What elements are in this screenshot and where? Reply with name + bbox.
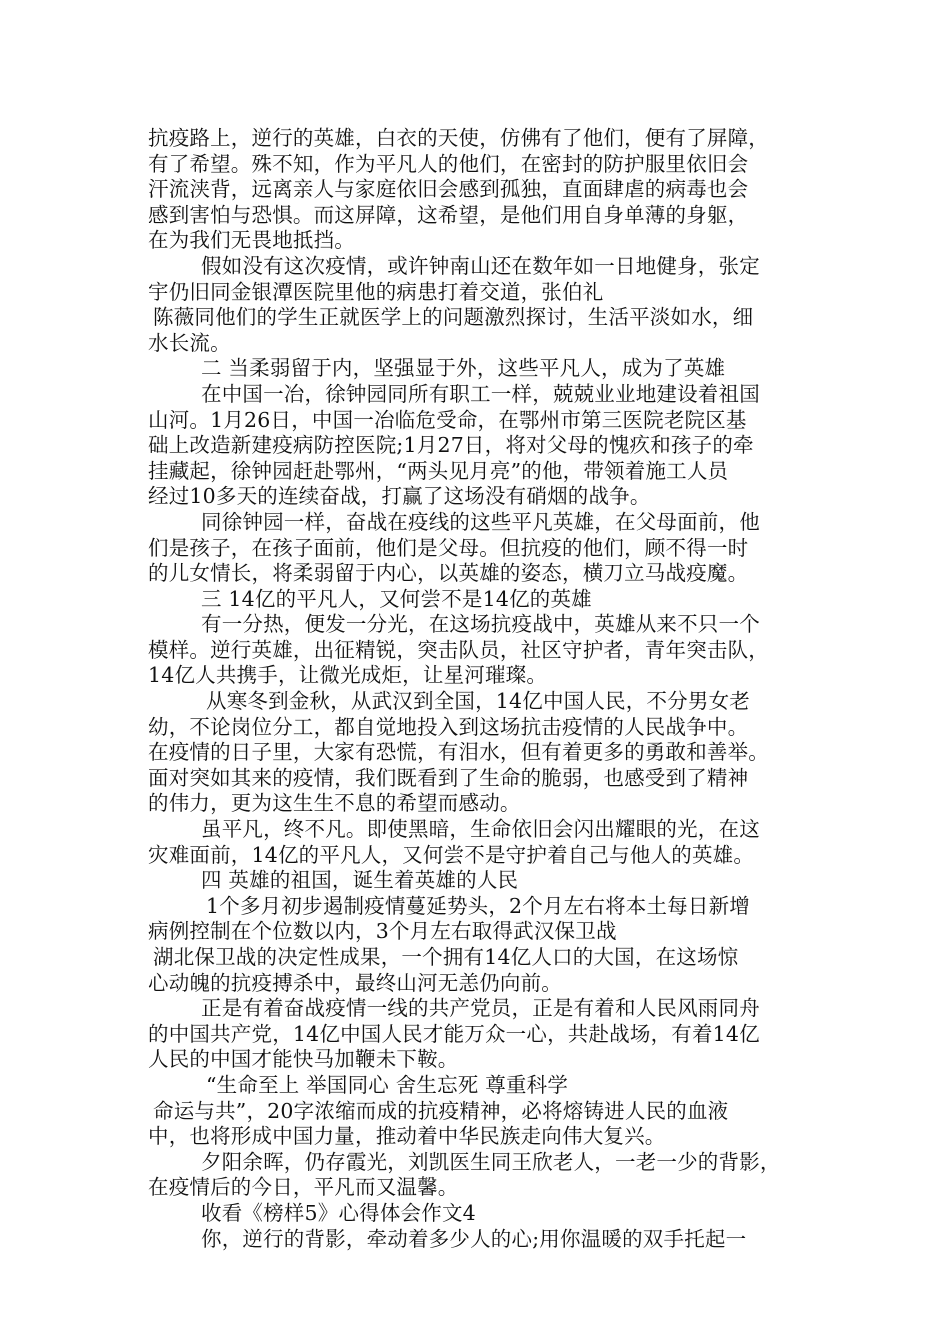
text-line: 汗流浃背，远离亲人与家庭依旧会感到孤独，直面肆虐的病毒也会 [148,177,749,202]
text-line: 山河。1月26日，中国一冶临危受命，在鄂州市第三医院老院区基 [148,407,747,432]
text-line: 抗疫路上，逆行的英雄，白衣的天使，仿佛有了他们，便有了屏障， [148,126,769,150]
document-body [148,126,828,1252]
text-line: 四 英雄的祖国，诞生着英雄的人民 [201,868,519,893]
text-line: 你，逆行的背影，牵动着多少人的心;用你温暖的双手托起一 [201,1226,747,1251]
text-line: 湖北保卫战的决定性成果，一个拥有14亿人口的大国，在这场惊 [153,945,739,969]
text-line: 灾难面前，14亿的平凡人，又何尝不是守护着自己与他人的英雄。 [148,842,755,867]
text-line: 心动魄的抗疫搏杀中，最终山河无恙仍向前。 [148,970,562,995]
text-line: 假如没有这次疫情，或许钟南山还在数年如一日地健身，张定 [201,253,760,278]
text-line: 的伟力，更为这生生不息的希望而感动。 [148,791,521,816]
text-line: 1个多月初步遏制疫情蔓延势头，2个月左右将本土每日新增 [206,893,750,918]
text-line: 同徐钟园一样，奋战在疫线的这些平凡英雄，在父母面前，他 [201,509,760,534]
text-line: 中，也将形成中国力量，推动着中华民族走向伟大复兴。 [148,1124,666,1149]
text-line: 二 当柔弱留于内，坚强显于外，这些平凡人，成为了英雄 [201,356,726,381]
text-line: 的中国共产党，14亿中国人民才能万众一心，共赴战场，有着14亿 [148,1021,760,1046]
text-line: “生命至上 举国同心 舍生忘死 尊重科学 [206,1072,569,1097]
text-line: 在为我们无畏地抵挡。 [148,228,355,253]
text-line: 水长流。 [148,330,231,355]
text-line: 面对突如其来的疫情，我们既看到了生命的脆弱，也感受到了精神 [148,765,749,790]
text-line: 陈薇同他们的学生正就医学上的问题激烈探讨，生活平淡如水，细 [153,305,754,330]
text-line: 病例控制在个位数以内，3个月左右取得武汉保卫战 [148,919,617,944]
text-line: 三 14亿的平凡人，又何尝不是14亿的英雄 [201,586,592,611]
text-line: 收看《榜样5》心得体会作文4 [201,1200,476,1225]
text-line: 感到害怕与恐惧。而这屏障，这希望，是他们用自身单薄的身躯， [148,202,749,227]
text-line: 正是有着奋战疫情一线的共产党员，正是有着和人民风雨同舟 [201,996,760,1021]
text-line: 们是孩子，在孩子面前，他们是父母。但抗疫的他们，顾不得一时 [148,535,749,560]
text-line: 14亿人共携手，让微光成炬，让星河璀璨。 [148,663,548,688]
text-line: 虽平凡，终不凡。即使黑暗，生命依旧会闪出耀眼的光，在这 [201,817,760,842]
text-line: 有一分热，便发一分光，在这场抗疫战中，英雄从来不只一个 [201,612,760,637]
text-line: 础上改造新建疫病防控医院;1月27日，将对父母的愧疚和孩子的牵 [148,433,754,458]
text-line: 在疫情后的今日，平凡而又温馨。 [148,1175,459,1200]
text-line: 有了希望。殊不知，作为平凡人的他们，在密封的防护服里依旧会 [148,151,749,176]
text-line: 在疫情的日子里，大家有恐慌，有泪水，但有着更多的勇敢和善举。 [148,740,769,765]
text-line: 的儿女情长，将柔弱留于内心，以英雄的姿态，横刀立马战疫魔。 [148,561,749,586]
text-line: 模样。逆行英雄，出征精锐，突击队员，社区守护者，青年突击队， [148,637,769,662]
text-line: 从寒冬到金秋，从武汉到全国，14亿中国人民，不分男女老 [206,689,750,714]
text-line: 在中国一冶，徐钟园同所有职工一样，兢兢业业地建设着祖国 [201,381,760,406]
text-line: 幼，不论岗位分工，都自觉地投入到这场抗击疫情的人民战争中。 [148,714,749,739]
text-line: 人民的中国才能快马加鞭未下鞍。 [148,1047,459,1072]
text-line: 挂藏起，徐钟园赶赴鄂州，“两头见月亮”的他，带领着施工人员 [148,458,729,483]
text-line: 命运与共”，20字浓缩而成的抗疫精神，必将熔铸进人民的血液 [153,1098,729,1123]
text-line: 宇仍旧同金银潭医院里他的病患打着交道，张伯礼 [148,279,604,304]
text-line: 经过10多天的连续奋战，打赢了这场没有硝烟的战争。 [148,484,651,509]
text-line: 夕阳余晖，仍存霞光，刘凯医生同王欣老人，一老一少的背影， [201,1149,781,1174]
